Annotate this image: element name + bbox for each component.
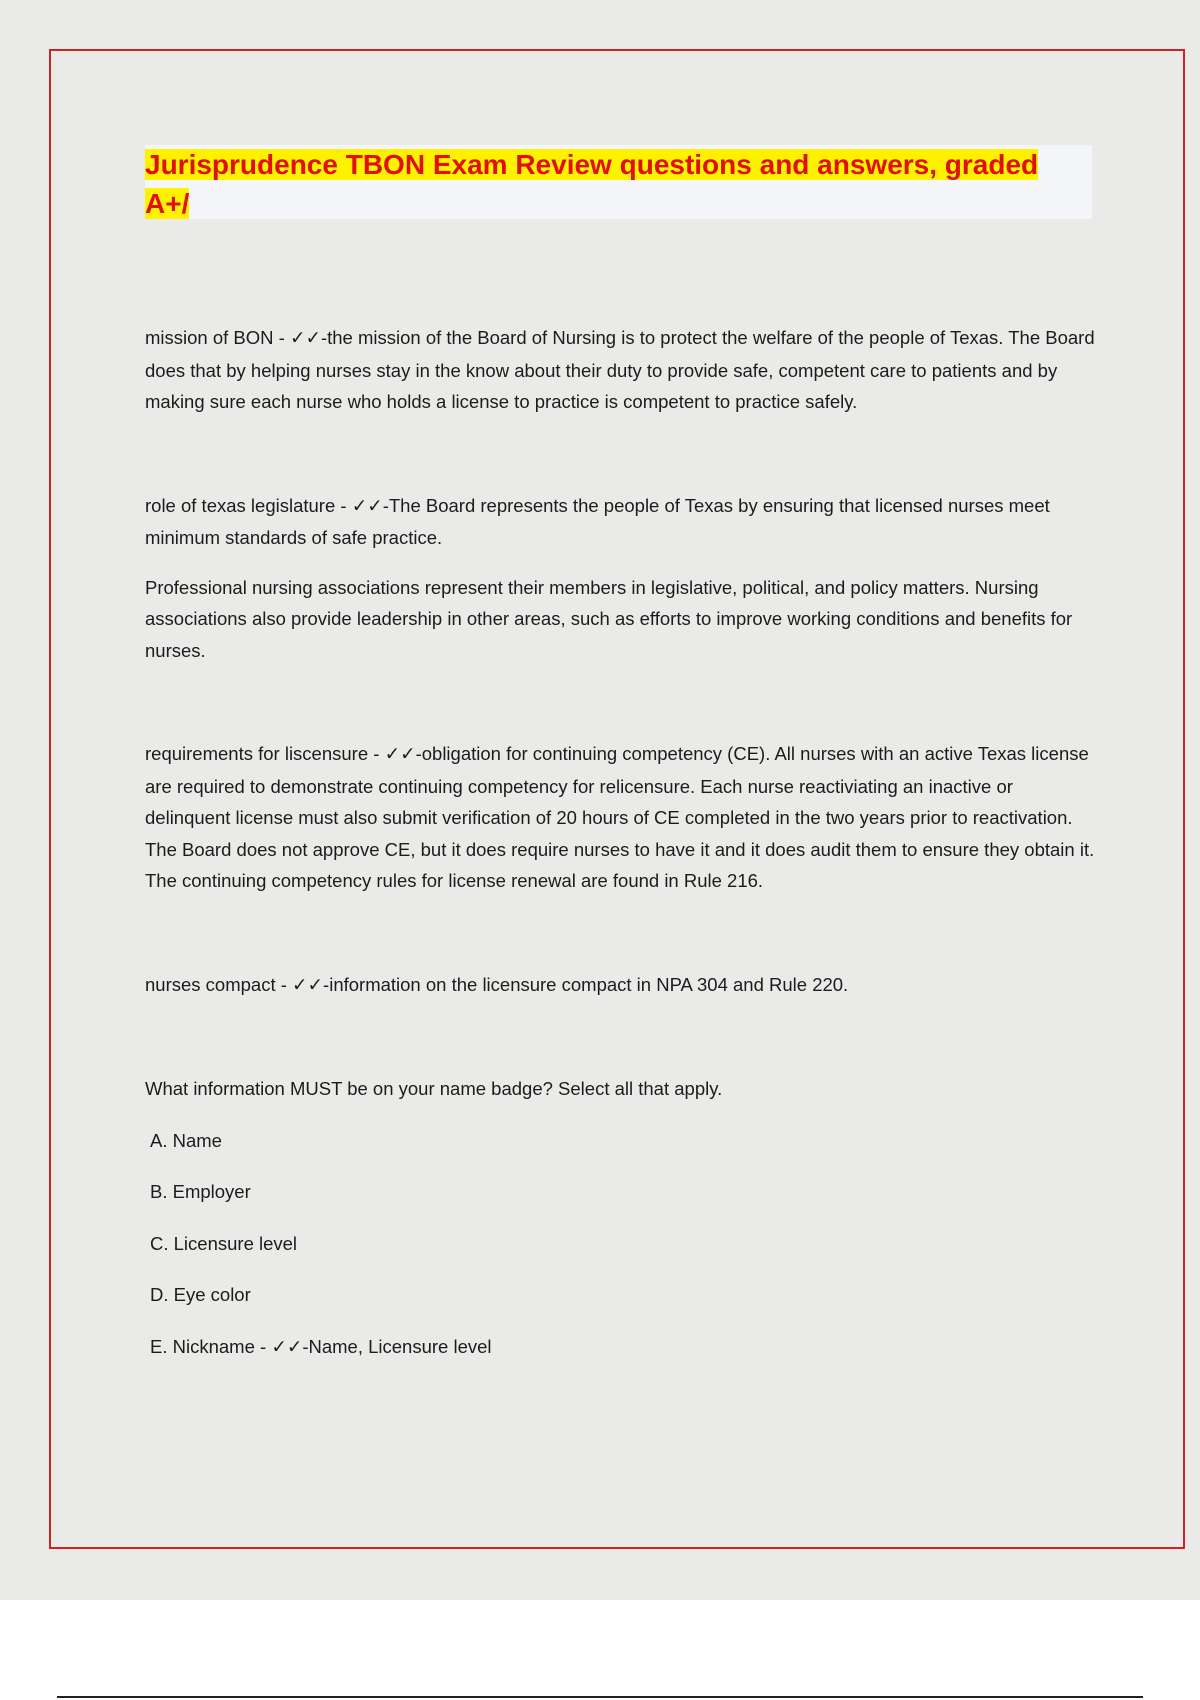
qa-answer: -The Board represents the people of Texas by ensuring that licensed nurses meet minimum standards of safe practice.	[145, 494, 1050, 548]
qa-extra-paragraph: Professional nursing associations represent their members in legislative, political, and policy matters. Nursing associations also provide leadership in other areas, such as efforts to improve working conditions and benefits for nurses.	[145, 576, 1073, 661]
document-title	[145, 145, 1092, 223]
qa-item-mission	[145, 322, 1095, 418]
question-option: C. Licensure level	[150, 1232, 298, 1254]
check-icon: ✓✓	[351, 495, 383, 517]
qa-term: requirements for liscensure -	[145, 743, 385, 764]
qa-item-licensure	[145, 738, 1095, 897]
qa-term: E. Nickname -	[150, 1335, 272, 1357]
title-block	[145, 145, 1092, 219]
document-body	[145, 322, 1095, 1383]
check-icon: ✓✓	[292, 974, 324, 996]
qa-answer: -obligation for continuing competency (CE). All nurses with an active Texas license are required to demonstrate continuing competency for relicensure. Each nurse reactiviating an inactive or delinquent license must also submit verification of 20 hours of CE completed in the two years prior to reactivation. The Board does not approve CE, but it does require nurses to have it and it does audit them to ensure they obtain it. The continuing competency rules for license renewal are found in Rule 216.	[145, 743, 1095, 891]
question-option: B. Employer	[150, 1181, 251, 1202]
qa-answer: -information on the licensure compact in NPA 304 and Rule 220.	[323, 973, 849, 995]
title-line-2: A+/	[145, 188, 190, 219]
check-icon: ✓✓	[384, 744, 416, 765]
question-prompt: What information MUST be on your name badge? Select all that apply.	[145, 1078, 723, 1099]
check-icon: ✓✓	[271, 1336, 303, 1358]
footer-divider	[57, 1696, 1143, 1698]
qa-term: mission of BON -	[145, 327, 290, 348]
qa-item-compact	[145, 969, 1095, 1002]
question-answer-option	[150, 1331, 1095, 1364]
question-option: D. Eye color	[150, 1284, 251, 1305]
qa-answer: -the mission of the Board of Nursing is to protect the welfare of the people of Texas. The Board does that by helping nurses stay in the know about their duty to provide safe, competent care to patients and by making sure each nurse who holds a license to practice is competent to practice safely.	[145, 327, 1095, 412]
qa-term: nurses compact -	[145, 973, 293, 995]
title-line-1: Jurisprudence TBON Exam Review questions and answers, graded	[145, 149, 1039, 180]
qa-item-legislature	[145, 490, 1095, 554]
qa-term: role of texas legislature -	[145, 494, 352, 516]
qa-answer: -Name, Licensure level	[302, 1335, 492, 1357]
question-option: A. Name	[150, 1129, 222, 1151]
check-icon: ✓✓	[289, 328, 321, 349]
